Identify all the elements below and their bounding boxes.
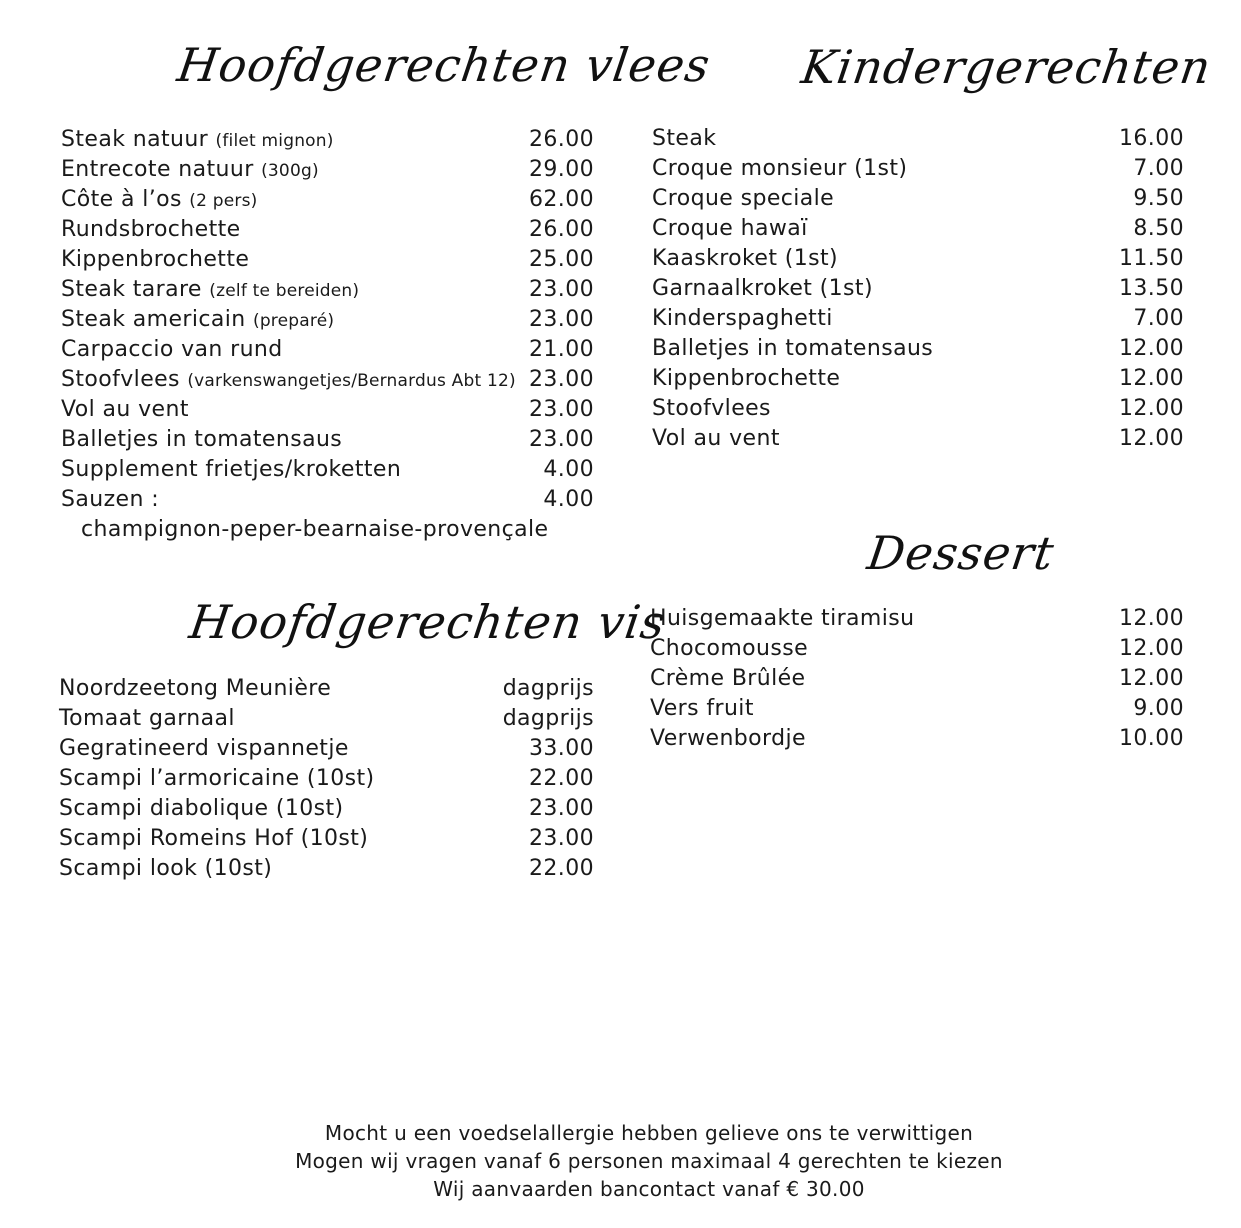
menu-item-price: 12.00 — [1119, 426, 1184, 451]
menu-item — [652, 244, 1184, 274]
menu-item — [652, 154, 1184, 184]
menu-list-vlees — [61, 125, 594, 515]
menu-item-label: Gegratineerd vispannetje — [59, 736, 349, 761]
menu-item — [59, 824, 594, 854]
menu-item-price: 10.00 — [1119, 726, 1184, 751]
menu-item-label: Steak natuur — [61, 127, 209, 152]
menu-item-label: Kinderspaghetti — [652, 306, 833, 331]
menu-item-price: 29.00 — [529, 157, 594, 182]
menu-item-name — [61, 365, 516, 396]
menu-item-name — [652, 244, 838, 274]
menu-item-price: 4.00 — [543, 457, 594, 482]
menu-item-label: Croque hawaï — [652, 216, 808, 241]
menu-item-price: 16.00 — [1119, 126, 1184, 151]
menu-item-name — [650, 694, 754, 724]
menu-item-name — [61, 335, 283, 365]
menu-item-label: Tomaat garnaal — [59, 706, 235, 731]
menu-item-price: 23.00 — [529, 367, 594, 392]
menu-item-name — [650, 634, 808, 664]
menu-item-note: (2 pers) — [189, 191, 258, 211]
menu-item-price: 25.00 — [529, 247, 594, 272]
menu-item — [652, 304, 1184, 334]
menu-item-name — [652, 424, 780, 454]
menu-item-label: Croque monsieur (1st) — [652, 156, 908, 181]
heading-vlees: Hoofdgerechten vlees — [174, 38, 714, 92]
menu-item-label: Steak — [652, 126, 717, 151]
footer-allergy-note: Mocht u een voedselallergie hebben gelieve ons te verwittigen — [324, 1121, 974, 1145]
menu-item-label: Steak americain — [61, 307, 246, 332]
footer-notes — [0, 1119, 1241, 1203]
menu-item-name — [61, 425, 342, 455]
menu-item-label: Scampi Romeins Hof (10st) — [59, 826, 369, 851]
menu-item — [652, 274, 1184, 304]
menu-item — [652, 364, 1184, 394]
menu-item-label: Rundsbrochette — [61, 217, 241, 242]
menu-item — [59, 704, 594, 734]
menu-item — [59, 854, 594, 884]
menu-item-label: Côte à l’os — [61, 187, 182, 212]
menu-item-price: 9.00 — [1133, 696, 1184, 721]
menu-item-name — [652, 274, 873, 304]
menu-item-label: Chocomousse — [650, 636, 809, 661]
menu-item-label: Supplement frietjes/kroketten — [61, 457, 402, 482]
menu-item-label: Kaaskroket (1st) — [652, 246, 838, 271]
menu-item-name — [652, 214, 808, 244]
menu-item-name — [650, 664, 805, 694]
menu-item-label: Balletjes in tomatensaus — [61, 427, 343, 452]
menu-item-note: (300g) — [261, 161, 319, 181]
menu-item — [650, 634, 1184, 664]
menu-item-price: dagprijs — [502, 706, 594, 731]
menu-item-price: 8.50 — [1133, 216, 1184, 241]
menu-item-price: 23.00 — [529, 427, 594, 452]
menu-item-name — [650, 724, 806, 754]
menu-item-name — [650, 604, 914, 634]
menu-item-price: 22.00 — [529, 766, 594, 791]
menu-item-price: 23.00 — [529, 307, 594, 332]
footer-group-note: Mogen wij vragen vanaf 6 personen maximaal 4 gerechten te kiezen — [295, 1149, 1003, 1173]
menu-item-price: 4.00 — [543, 487, 594, 512]
menu-item-label: Scampi diabolique (10st) — [59, 796, 344, 821]
footer-payment-note: Wij aanvaarden bancontact vanaf € 30.00 — [433, 1177, 865, 1201]
menu-item — [652, 424, 1184, 454]
sauce-options: champignon-peper-bearnaise-provençale — [81, 517, 549, 542]
menu-item-name — [59, 734, 349, 764]
menu-item-name — [652, 364, 840, 394]
menu-item-name — [59, 674, 331, 704]
menu-item-name — [61, 185, 257, 216]
menu-item-label: Croque speciale — [652, 186, 835, 211]
menu-item-name — [652, 334, 933, 364]
menu-item-price: 33.00 — [529, 736, 594, 761]
menu-item-price: 9.50 — [1133, 186, 1184, 211]
menu-item-label: Scampi l’armoricaine (10st) — [59, 766, 375, 791]
menu-list-dessert — [650, 604, 1184, 754]
menu-item — [61, 485, 594, 515]
menu-item-price: 7.00 — [1133, 306, 1184, 331]
menu-item — [650, 694, 1184, 724]
menu-item-price: 12.00 — [1119, 666, 1184, 691]
menu-item-note: (filet mignon) — [215, 131, 334, 151]
heading-kinder: Kindergerechten — [798, 40, 1215, 94]
menu-item — [650, 664, 1184, 694]
menu-item-name — [61, 455, 401, 485]
menu-item-label: Vol au vent — [61, 397, 189, 422]
menu-item — [61, 365, 594, 395]
menu-item-price: 12.00 — [1119, 336, 1184, 361]
menu-item — [59, 734, 594, 764]
menu-item — [61, 275, 594, 305]
menu-item — [652, 214, 1184, 244]
menu-item-name — [61, 245, 249, 275]
menu-item-label: Steak tarare — [61, 277, 202, 302]
menu-item-price: 21.00 — [529, 337, 594, 362]
menu-item-price: 23.00 — [529, 796, 594, 821]
menu-item-label: Verwenbordje — [650, 726, 806, 751]
menu-item — [61, 185, 594, 215]
menu-item — [59, 764, 594, 794]
menu-item-price: 23.00 — [529, 277, 594, 302]
menu-item — [61, 215, 594, 245]
menu-item-name — [61, 305, 334, 336]
menu-list-vis — [59, 674, 594, 884]
menu-item-price: dagprijs — [502, 676, 594, 701]
menu-item-note: (zelf te bereiden) — [209, 281, 360, 301]
menu-item-price: 12.00 — [1119, 396, 1184, 421]
menu-item — [652, 334, 1184, 364]
menu-item-name — [61, 485, 159, 515]
heading-vis: Hoofdgerechten vis — [186, 595, 670, 649]
menu-item-name — [652, 304, 833, 334]
menu-item-price: 26.00 — [529, 217, 594, 242]
menu-item-price: 12.00 — [1119, 636, 1184, 661]
menu-item-label: Stoofvlees — [61, 367, 180, 392]
menu-item-name — [61, 125, 334, 156]
menu-item — [650, 604, 1184, 634]
menu-item — [61, 335, 594, 365]
menu-item-label: Garnaalkroket (1st) — [652, 276, 873, 301]
menu-item — [59, 794, 594, 824]
menu-item-price: 26.00 — [529, 127, 594, 152]
menu-item-price: 11.50 — [1119, 246, 1184, 271]
menu-item-label: Huisgemaakte tiramisu — [650, 606, 915, 631]
menu-item — [650, 724, 1184, 754]
menu-item-name — [59, 704, 235, 734]
menu-item — [61, 395, 594, 425]
menu-item — [61, 455, 594, 485]
menu-item — [61, 125, 594, 155]
menu-item — [652, 184, 1184, 214]
menu-item — [61, 155, 594, 185]
menu-list-kinder — [652, 124, 1184, 454]
menu-item-label: Crème Brûlée — [650, 666, 806, 691]
menu-item-label: Sauzen : — [61, 487, 160, 512]
menu-item-price: 22.00 — [529, 856, 594, 881]
menu-item-note: (varkenswangetjes/Bernardus Abt 12) — [187, 371, 516, 391]
menu-item-label: Noordzeetong Meunière — [59, 676, 332, 701]
menu-item-name — [652, 394, 771, 424]
menu-item — [652, 394, 1184, 424]
menu-item-name — [61, 395, 189, 425]
menu-item-label: Balletjes in tomatensaus — [652, 336, 934, 361]
menu-item-name — [61, 215, 241, 245]
menu-item-price: 12.00 — [1119, 366, 1184, 391]
menu-item-name — [59, 794, 344, 824]
menu-item-name — [59, 824, 368, 854]
menu-item-name — [652, 154, 907, 184]
menu-item-label: Vers fruit — [650, 696, 754, 721]
menu-item-price: 62.00 — [529, 187, 594, 212]
menu-item-label: Entrecote natuur — [61, 157, 254, 182]
menu-item-label: Scampi look (10st) — [59, 856, 273, 881]
menu-item-name — [652, 184, 834, 214]
menu-item-name — [61, 275, 359, 306]
menu-item-note: (preparé) — [252, 311, 335, 331]
menu-item-price: 12.00 — [1119, 606, 1184, 631]
menu-item-label: Kippenbrochette — [652, 366, 841, 391]
menu-item-name — [59, 854, 272, 884]
menu-item — [61, 305, 594, 335]
menu-item — [652, 124, 1184, 154]
menu-item-price: 13.50 — [1119, 276, 1184, 301]
menu-item — [59, 674, 594, 704]
menu-item-label: Vol au vent — [652, 426, 780, 451]
heading-dessert: Dessert — [864, 526, 1058, 580]
menu-item — [61, 245, 594, 275]
menu-item-price: 23.00 — [529, 397, 594, 422]
menu-item-name — [61, 155, 319, 186]
menu-item — [61, 425, 594, 455]
menu-item-name — [59, 764, 375, 794]
menu-item-label: Carpaccio van rund — [61, 337, 283, 362]
menu-item-name — [652, 124, 716, 154]
menu-item-price: 7.00 — [1133, 156, 1184, 181]
menu-item-label: Stoofvlees — [652, 396, 771, 421]
menu-item-price: 23.00 — [529, 826, 594, 851]
menu-item-label: Kippenbrochette — [61, 247, 250, 272]
